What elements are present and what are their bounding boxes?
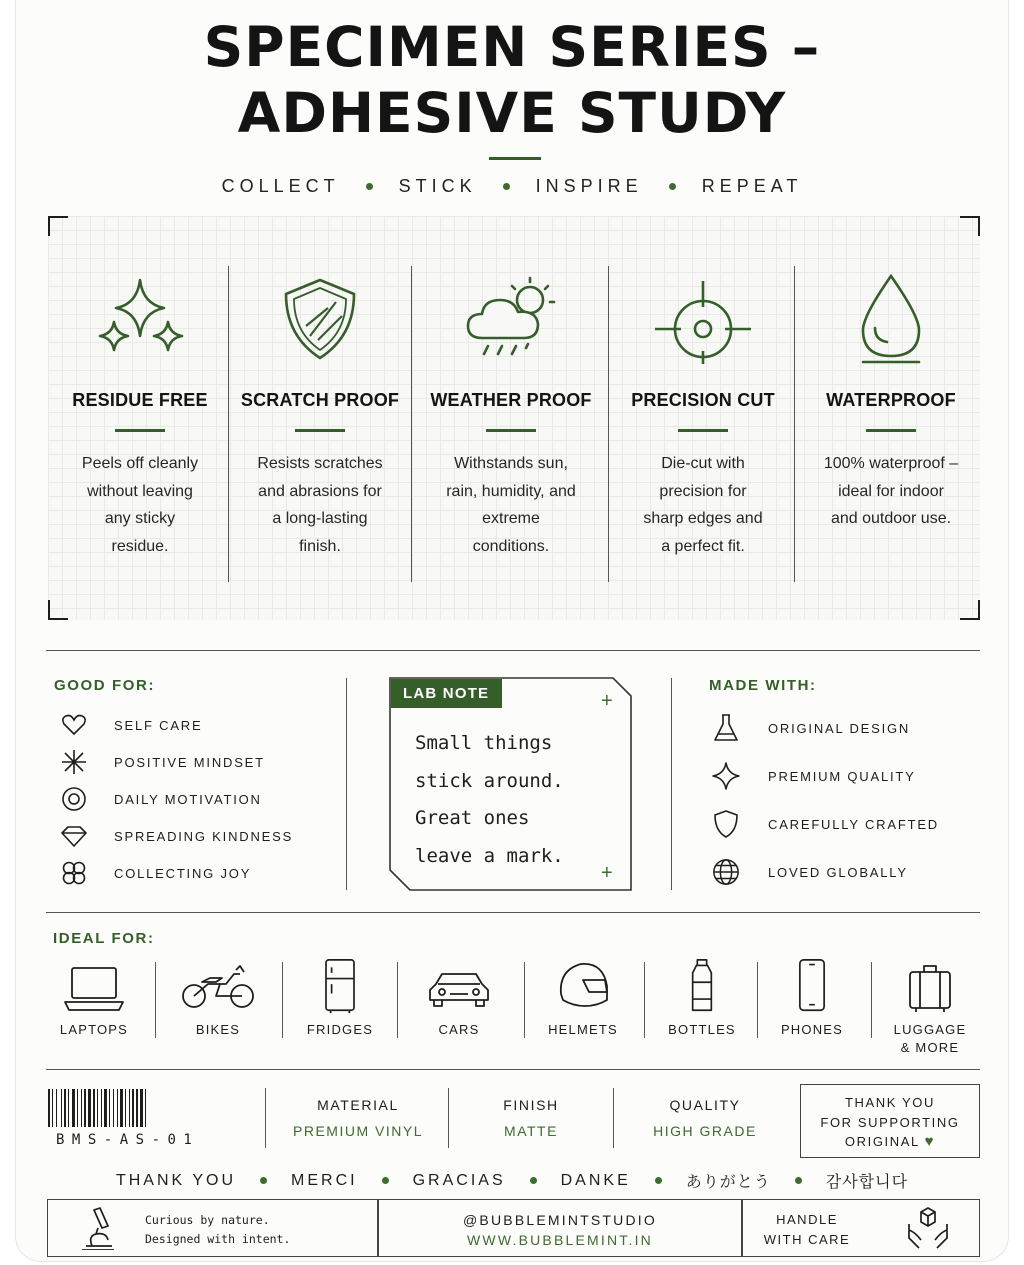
- column-divider: [346, 678, 347, 890]
- feature-title: WATERPROOF: [826, 390, 956, 410]
- asterisk-icon: [60, 749, 88, 775]
- barcode-bar: [132, 1089, 134, 1127]
- ideal-item-label: BOTTLES: [668, 1022, 736, 1037]
- website-link[interactable]: WWW.BUBBLEMINT.IN: [467, 1232, 653, 1248]
- title-underline: [489, 157, 541, 160]
- fridge-icon: [320, 958, 360, 1014]
- heart-icon: ♥: [924, 1133, 936, 1150]
- feature-underline: [866, 429, 916, 432]
- feature-precision-cut: [623, 266, 783, 586]
- ideal-item-phones: [762, 958, 862, 1037]
- barcode-code: BMS-AS-01: [56, 1132, 200, 1148]
- bullet-dot: [503, 183, 510, 190]
- feature-description: [623, 450, 783, 560]
- corner-mark: [48, 216, 68, 236]
- ideal-item-label: CARS: [438, 1022, 480, 1037]
- thank-you-word: THANK YOU: [115, 1171, 237, 1189]
- phone-icon: [796, 958, 828, 1014]
- clover-icon: [60, 860, 88, 886]
- title-line-2: ADHESIVE STUDY: [237, 81, 787, 145]
- thank-you-original: ORIGINAL: [844, 1134, 920, 1149]
- spec-divider: [448, 1088, 449, 1148]
- ideal-item-label: LUGGAGE: [893, 1022, 967, 1037]
- barcode-bar: [81, 1089, 82, 1127]
- ideal-item-bottles: [652, 958, 752, 1037]
- lab-note-text: [415, 725, 564, 875]
- barcode-bar: [101, 1089, 102, 1127]
- made-with-label: LOVED GLOBALLY: [768, 864, 908, 880]
- bullet-dot: [795, 1177, 802, 1184]
- finish-value: MATTE: [504, 1123, 558, 1139]
- feature-residue-free: [58, 266, 222, 586]
- bullet-dot: [669, 183, 676, 190]
- ideal-item-label: FRIDGES: [306, 1022, 374, 1037]
- column-divider: [671, 678, 672, 890]
- bottle-icon: [686, 958, 718, 1014]
- desc-line: without leaving: [87, 482, 193, 500]
- lab-note-line: leave a mark.: [415, 844, 564, 867]
- made-with-label: PREMIUM QUALITY: [768, 768, 916, 784]
- page-title: [16, 14, 1008, 146]
- desc-line: a long-lasting: [272, 510, 368, 527]
- good-for-label: DAILY MOTIVATION: [114, 791, 262, 807]
- spec-divider: [265, 1088, 266, 1148]
- ideal-item-cars: [409, 958, 509, 1037]
- thank-you-languages: [16, 1169, 1008, 1192]
- footer-tagline-line: Curious by nature.: [145, 1213, 270, 1227]
- barcode-bar: [113, 1089, 114, 1127]
- motorbike-icon: [180, 958, 256, 1014]
- barcode-bar: [125, 1089, 126, 1127]
- sparkle-icon: [90, 266, 190, 364]
- ideal-item-helmets: [532, 958, 634, 1037]
- feature-underline: [678, 429, 728, 432]
- section-divider: [46, 650, 980, 651]
- material-value: PREMIUM VINYL: [293, 1123, 423, 1139]
- barcode-bar: [56, 1089, 57, 1127]
- footer-divider: [377, 1200, 379, 1256]
- item-divider: [871, 962, 872, 1038]
- feature-title: SCRATCH PROOF: [240, 390, 400, 410]
- feature-underline: [295, 429, 345, 432]
- thank-you-word: 감사합니다: [825, 1174, 909, 1191]
- feature-title: WEATHER PROOF: [430, 390, 592, 410]
- barcode-bar: [140, 1089, 143, 1127]
- bullet-dot: [655, 1177, 662, 1184]
- barcode-bar: [52, 1089, 53, 1127]
- good-for-label: POSITIVE MINDSET: [114, 754, 265, 770]
- ideal-item-label: HELMETS: [548, 1022, 618, 1037]
- footer-divider: [741, 1200, 743, 1256]
- item-divider: [757, 962, 758, 1038]
- flask-icon: [712, 715, 740, 741]
- target-icon: [60, 786, 88, 812]
- title-line-1: SPECIMEN SERIES –: [203, 15, 821, 79]
- feature-waterproof: [808, 266, 974, 586]
- bullet-dot: [530, 1177, 537, 1184]
- desc-line: Peels off cleanly: [81, 455, 199, 472]
- spec-divider: [613, 1088, 614, 1148]
- made-with-item: [712, 763, 916, 789]
- barcode-icon: [48, 1089, 230, 1127]
- barcode-bar: [61, 1089, 62, 1127]
- barcode-bar: [136, 1089, 138, 1127]
- desc-line: conditions.: [472, 537, 550, 555]
- shield-icon: [270, 266, 370, 364]
- good-for-item: [60, 712, 202, 738]
- desc-line: extreme: [482, 510, 540, 527]
- quality-label: QUALITY: [669, 1097, 741, 1113]
- good-for-item: [60, 749, 265, 775]
- desc-line: Die-cut with: [661, 455, 745, 472]
- barcode-bar: [93, 1089, 95, 1127]
- barcode-bar: [72, 1089, 75, 1127]
- desc-line: Withstands sun,: [454, 455, 568, 472]
- thank-you-word: DANKE: [560, 1171, 631, 1189]
- globe-icon: [712, 859, 740, 885]
- ideal-item-laptops: [44, 958, 144, 1037]
- quality-value: HIGH GRADE: [653, 1123, 757, 1139]
- item-divider: [397, 962, 398, 1038]
- barcode-bar: [77, 1089, 78, 1127]
- feature-divider: [794, 266, 795, 582]
- plus-icon: +: [601, 690, 613, 712]
- weather-icon: [456, 266, 566, 364]
- desc-line: finish.: [299, 537, 341, 555]
- social-handle-link[interactable]: @BUBBLEMINTSTUDIO: [463, 1212, 657, 1228]
- feature-underline: [115, 429, 165, 432]
- thank-you-word: MERCI: [291, 1171, 358, 1189]
- thank-you-line: [801, 1132, 979, 1152]
- tagline-word: COLLECT: [221, 176, 340, 196]
- good-for-label: SPREADING KINDNESS: [114, 828, 294, 844]
- barcode: [48, 1089, 230, 1127]
- water-drop-icon: [841, 266, 941, 364]
- barcode-bar: [68, 1089, 69, 1127]
- lab-note-card: [389, 677, 632, 892]
- tagline-word: STICK: [398, 176, 477, 196]
- made-with-item: [712, 715, 910, 741]
- barcode-bar: [129, 1089, 130, 1127]
- footer: [47, 1199, 980, 1257]
- shield-icon: [712, 811, 740, 837]
- desc-line: Resists scratches: [257, 455, 383, 472]
- feature-description: [428, 450, 594, 560]
- footer-tagline: [145, 1211, 290, 1249]
- ideal-item-fridges: [290, 958, 390, 1037]
- barcode-bar: [48, 1089, 50, 1127]
- feature-underline: [486, 429, 536, 432]
- thank-you-word: ありがとう: [685, 1174, 771, 1191]
- lab-note-tag: LAB NOTE: [391, 679, 502, 708]
- desc-line: sharp edges and: [643, 510, 763, 527]
- made-with-label: CAREFULLY CRAFTED: [768, 816, 939, 832]
- item-divider: [155, 962, 156, 1038]
- good-for-label: COLLECTING JOY: [114, 865, 252, 881]
- desc-line: 100% waterproof –: [823, 455, 959, 472]
- star-icon: [712, 763, 740, 789]
- section-divider: [46, 912, 980, 913]
- tagline: [16, 176, 1008, 197]
- features-panel: [48, 216, 980, 620]
- made-with-item: [712, 859, 908, 885]
- barcode-bar: [117, 1089, 118, 1127]
- ideal-item-label: BIKES: [195, 1022, 241, 1037]
- barcode-bar: [109, 1089, 110, 1127]
- ideal-item-luggage: [878, 962, 982, 1055]
- feature-divider: [608, 266, 609, 582]
- item-divider: [282, 962, 283, 1038]
- thank-you-line: FOR SUPPORTING: [820, 1114, 960, 1130]
- good-for-item: [60, 860, 251, 886]
- ideal-item-label: LAPTOPS: [59, 1022, 129, 1037]
- corner-mark: [48, 600, 68, 620]
- desc-line: ideal for indoor: [838, 482, 944, 500]
- barcode-bar: [145, 1089, 146, 1127]
- desc-line: a perfect fit.: [661, 537, 745, 555]
- diamond-icon: [60, 823, 88, 849]
- ideal-for-heading: IDEAL FOR:: [53, 930, 155, 947]
- barcode-bar: [84, 1089, 86, 1127]
- feature-description: [808, 450, 974, 533]
- feature-title: RESIDUE FREE: [72, 390, 208, 410]
- care-line: WITH CARE: [763, 1232, 851, 1247]
- bullet-dot: [382, 1177, 389, 1184]
- corner-mark: [960, 600, 980, 620]
- care-line: HANDLE: [776, 1212, 838, 1227]
- barcode-bar: [64, 1089, 66, 1127]
- made-with-item: [712, 811, 939, 837]
- crosshair-icon: [653, 266, 753, 364]
- made-with-heading: MADE WITH:: [709, 677, 817, 694]
- luggage-icon: [906, 962, 954, 1014]
- footer-tagline-line: Designed with intent.: [145, 1232, 291, 1246]
- item-divider: [644, 962, 645, 1038]
- good-for-item: [60, 823, 293, 849]
- thank-you-word: GRACIAS: [412, 1171, 506, 1189]
- feature-scratch-proof: [238, 266, 402, 586]
- barcode-bar: [88, 1089, 91, 1127]
- bullet-dot: [260, 1177, 267, 1184]
- footer-contact: [380, 1210, 740, 1250]
- desc-line: precision for: [659, 482, 747, 500]
- feature-weather-proof: [428, 266, 594, 586]
- corner-mark: [960, 216, 980, 236]
- lab-note-line: Small things: [415, 732, 553, 754]
- item-divider: [524, 962, 525, 1038]
- feature-description: [58, 450, 222, 560]
- car-icon: [426, 958, 492, 1014]
- desc-line: residue.: [111, 537, 169, 555]
- helmet-icon: [555, 958, 611, 1014]
- barcode-bar: [104, 1089, 107, 1127]
- handle-with-care: [752, 1210, 862, 1250]
- lab-note-line: stick around.: [415, 769, 564, 792]
- feature-divider: [228, 266, 229, 582]
- made-with-label: ORIGINAL DESIGN: [768, 720, 911, 736]
- feature-divider: [411, 266, 412, 582]
- ideal-item-label: PHONES: [780, 1022, 844, 1037]
- feature-title: PRECISION CUT: [631, 390, 775, 410]
- good-for-item: [60, 786, 262, 812]
- barcode-bar: [97, 1089, 98, 1127]
- good-for-label: SELF CARE: [114, 717, 203, 733]
- tagline-word: REPEAT: [701, 176, 803, 196]
- thank-you-line: THANK YOU: [844, 1095, 935, 1110]
- barcode-bar: [120, 1089, 123, 1127]
- good-for-heading: GOOD FOR:: [54, 677, 156, 694]
- thank-you-box: [800, 1084, 980, 1158]
- feature-description: [238, 450, 402, 560]
- plus-icon: +: [601, 862, 613, 884]
- desc-line: any sticky: [104, 510, 176, 527]
- microscope-icon: [78, 1206, 118, 1250]
- hands-box-icon: [905, 1206, 951, 1250]
- lab-note-line: Great ones: [415, 807, 530, 829]
- ideal-item-bikes: [168, 958, 268, 1037]
- bullet-dot: [366, 183, 373, 190]
- ideal-item-label: & MORE: [900, 1040, 960, 1055]
- sticker-sheet: [15, 0, 1009, 1262]
- desc-line: and outdoor use.: [830, 510, 952, 527]
- material-label: MATERIAL: [317, 1097, 399, 1113]
- section-divider: [46, 1069, 980, 1070]
- tagline-word: INSPIRE: [535, 176, 643, 196]
- finish-label: FINISH: [503, 1097, 559, 1113]
- laptop-icon: [63, 958, 125, 1014]
- desc-line: rain, humidity, and: [446, 482, 576, 500]
- desc-line: and abrasions for: [258, 482, 382, 500]
- heart-icon: [60, 712, 88, 738]
